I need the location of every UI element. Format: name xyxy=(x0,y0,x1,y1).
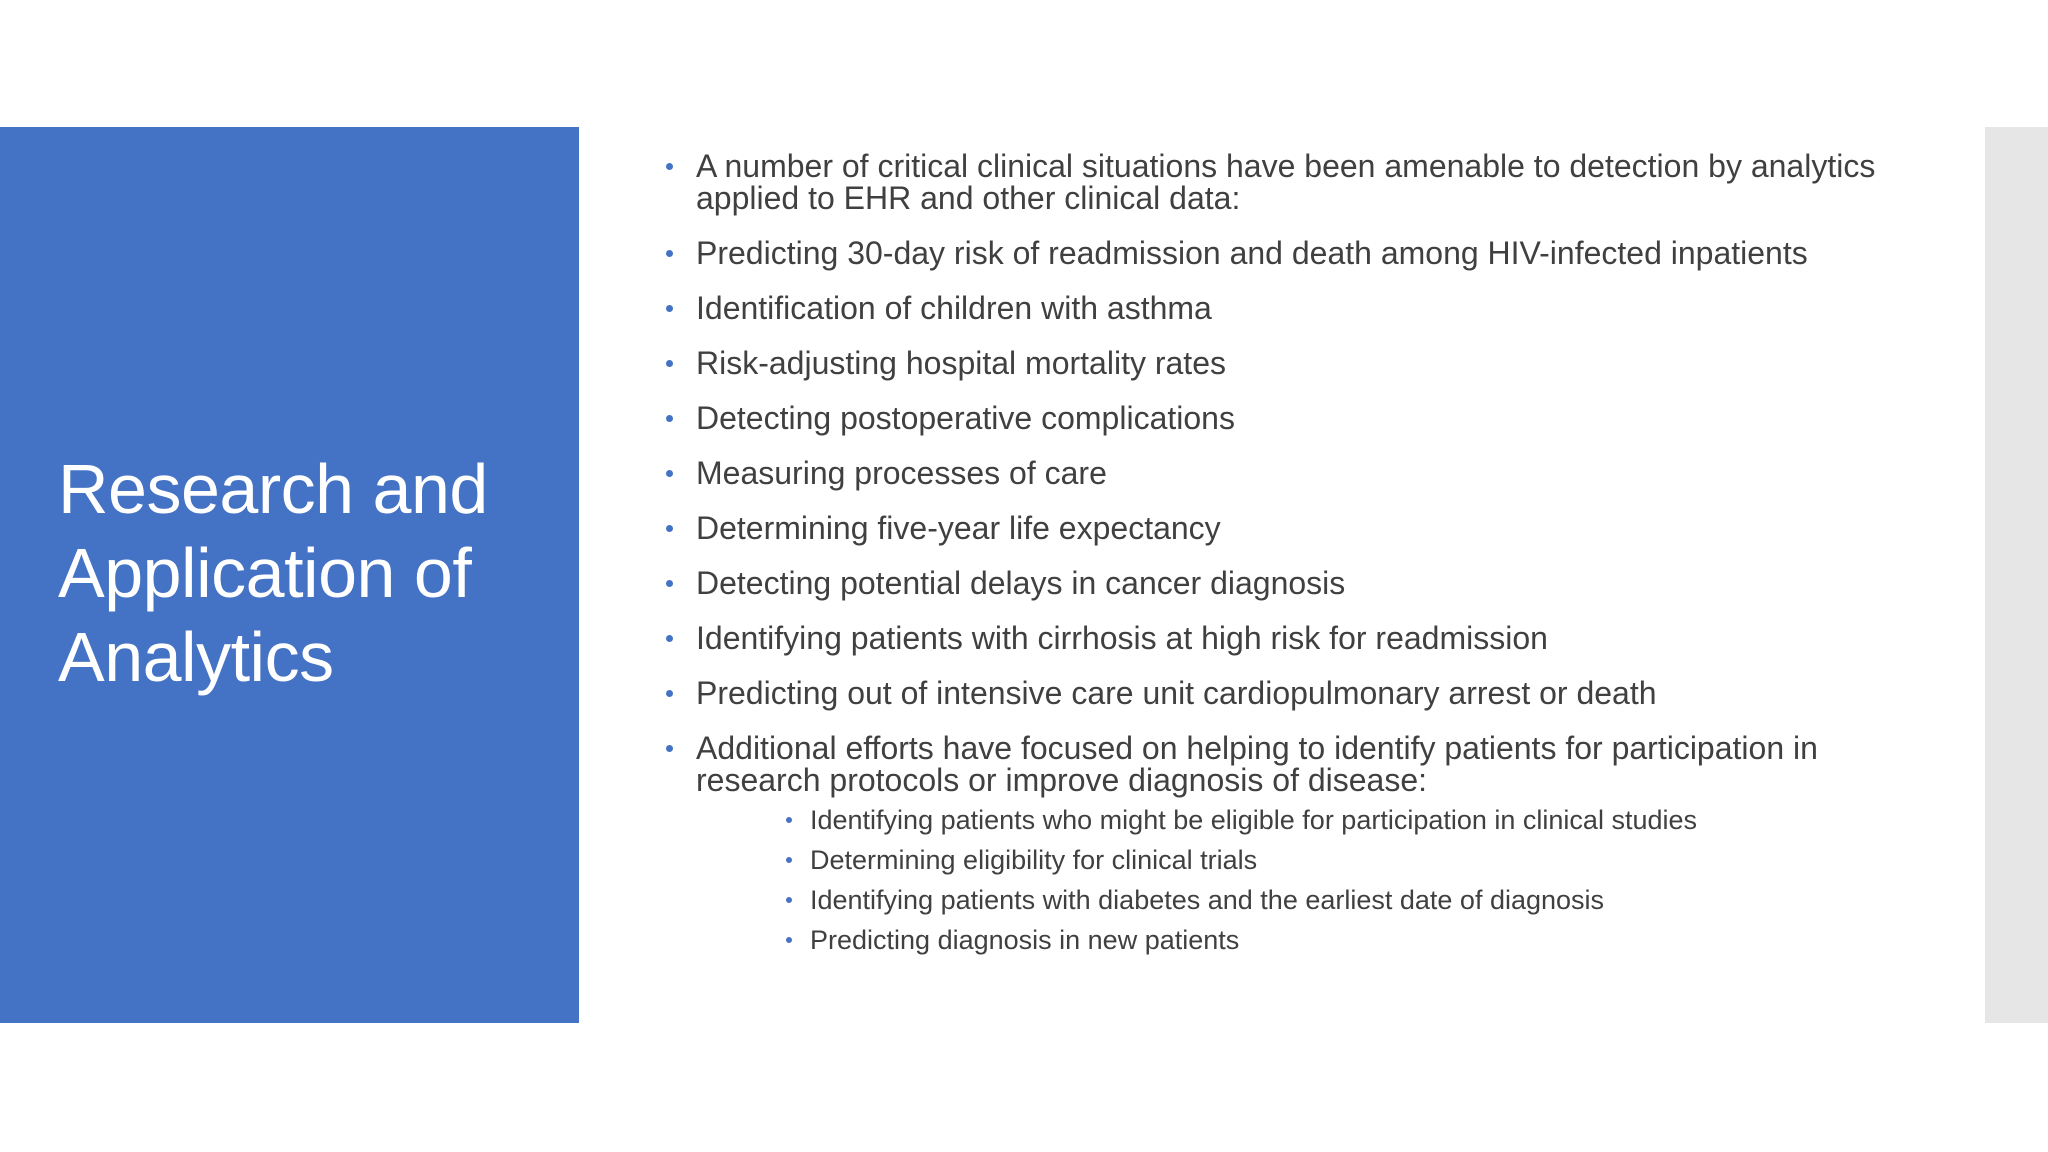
sub-bullet-dot-icon xyxy=(786,937,792,943)
bullet-dot-icon xyxy=(666,635,673,642)
bullet-text: Measuring processes of care xyxy=(696,455,1107,491)
sub-bullet-item xyxy=(780,920,1900,960)
bullet-dot-icon xyxy=(666,305,673,312)
bullet-text: Predicting 30-day risk of readmission and death among HIV-infected inpatients xyxy=(696,235,1808,271)
sub-bullet-item xyxy=(780,800,1900,840)
bullet-text: A number of critical clinical situations have been amenable to detection by analytics applied to EHR and other clinical data: xyxy=(696,148,1876,216)
bullet-item xyxy=(660,402,1900,434)
bullet-text: Additional efforts have focused on helping to identify patients for participation in research protocols or improve diagnosis of disease: xyxy=(696,730,1818,798)
bullet-item xyxy=(660,237,1900,269)
slide-title: Research and Application of Analytics xyxy=(58,450,488,696)
sub-bullet-list xyxy=(696,800,1900,960)
bullet-item xyxy=(660,567,1900,599)
bullet-dot-icon xyxy=(666,525,673,532)
bullet-item xyxy=(660,347,1900,379)
sub-bullet-dot-icon xyxy=(786,817,792,823)
bullet-text: Identification of children with asthma xyxy=(696,290,1212,326)
bullet-item xyxy=(660,457,1900,489)
bullet-dot-icon xyxy=(666,415,673,422)
bullet-item xyxy=(660,512,1900,544)
content-area xyxy=(660,150,1900,1010)
bullet-text: Identifying patients with cirrhosis at high risk for readmission xyxy=(696,620,1548,656)
slide-edge-strip xyxy=(1985,127,2048,1023)
bullet-dot-icon xyxy=(666,580,673,587)
sub-bullet-text: Predicting diagnosis in new patients xyxy=(810,925,1240,955)
bullet-dot-icon xyxy=(666,470,673,477)
bullet-text: Predicting out of intensive care unit cardiopulmonary arrest or death xyxy=(696,675,1657,711)
bullet-dot-icon xyxy=(666,250,673,257)
sub-bullet-dot-icon xyxy=(786,897,792,903)
sub-bullet-item xyxy=(780,880,1900,920)
sub-bullet-text: Determining eligibility for clinical trials xyxy=(810,845,1258,875)
bullet-dot-icon xyxy=(666,163,673,170)
bullet-item xyxy=(660,732,1900,960)
bullet-text: Detecting potential delays in cancer diagnosis xyxy=(696,565,1346,601)
sub-bullet-item xyxy=(780,840,1900,880)
bullet-dot-icon xyxy=(666,745,673,752)
bullet-text: Determining five-year life expectancy xyxy=(696,510,1221,546)
bullet-item xyxy=(660,622,1900,654)
sub-bullet-text: Identifying patients with diabetes and the earliest date of diagnosis xyxy=(810,885,1605,915)
bullet-dot-icon xyxy=(666,690,673,697)
bullet-item xyxy=(660,292,1900,324)
bullet-item xyxy=(660,150,1900,214)
bullet-text: Detecting postoperative complications xyxy=(696,400,1235,436)
bullet-text: Risk-adjusting hospital mortality rates xyxy=(696,345,1226,381)
bullet-list xyxy=(660,150,1900,960)
sub-bullet-dot-icon xyxy=(786,857,792,863)
bullet-item xyxy=(660,677,1900,709)
bullet-dot-icon xyxy=(666,360,673,367)
sub-bullet-text: Identifying patients who might be eligible for participation in clinical studies xyxy=(810,805,1697,835)
